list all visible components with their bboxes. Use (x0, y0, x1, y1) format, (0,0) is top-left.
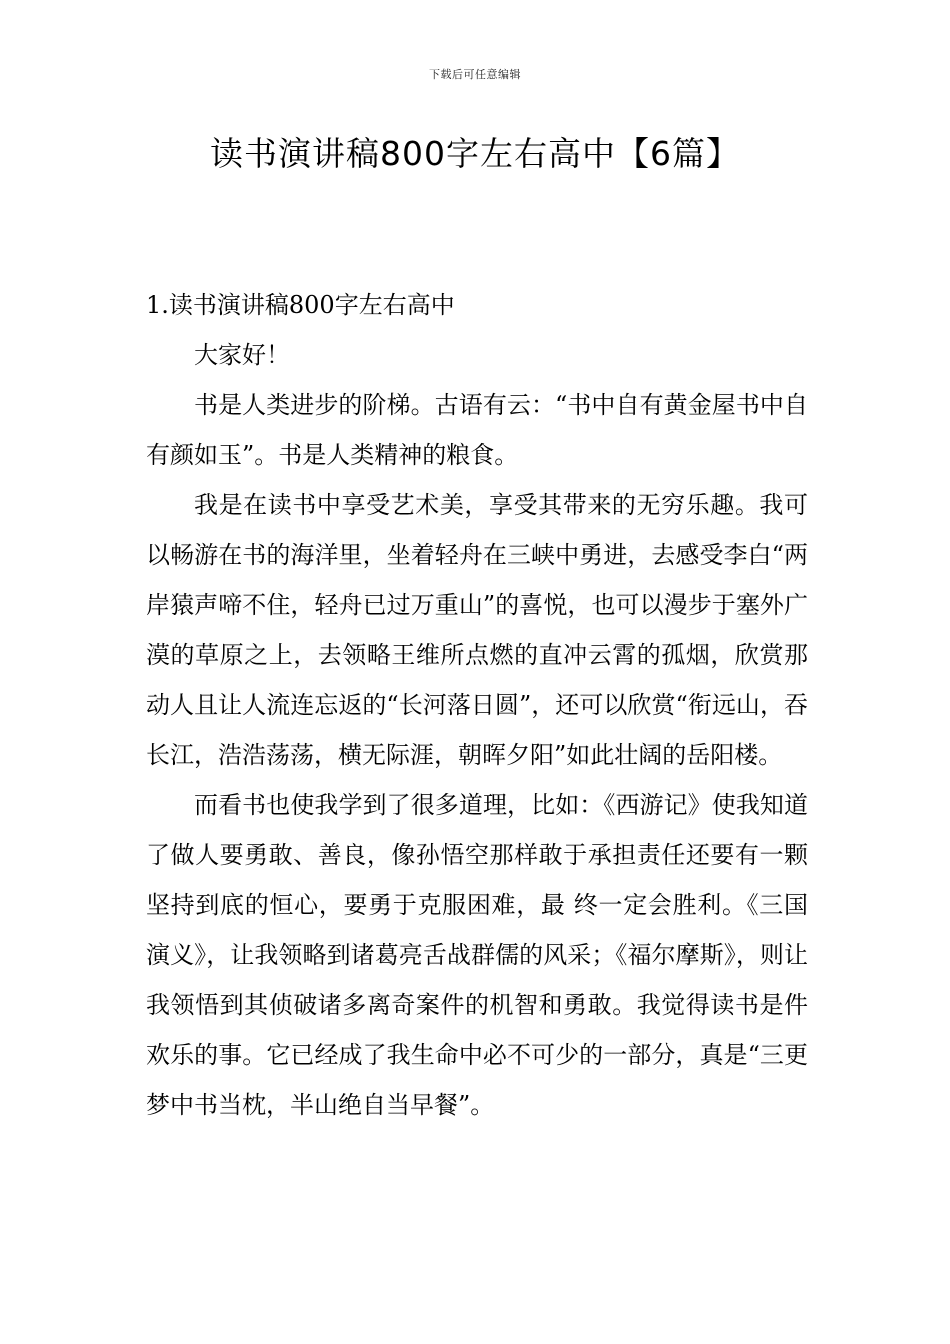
paragraph-greeting: 大家好！ (194, 341, 290, 369)
document-title: 读书演讲稿800字左右高中【6篇】 (210, 134, 740, 173)
paragraph-lessons: 而看书也使我学到了很多道理，比如：《西游记》使我知道了做人要勇敢、善良，像孙悟空那样敢于承担责任还要有一颗坚持到底的恒心，要勇于克服困难，最 终一定会胜利。《三国演义》，让我领略到诸葛亮舌战群儒的风采；《福尔摩斯》，则让我领悟到其侦破诸多离奇案件的机智和勇敢。我觉得读书是件欢乐的事。它已经成了我生命中必不可少的一部分，真是“三更梦中书当枕，半山绝自当早餐”。 (146, 791, 808, 1119)
document-body (146, 280, 808, 1130)
paragraph-art-beauty: 我是在读书中享受艺术美，享受其带来的无穷乐趣。我可以畅游在书的海洋里，坐着轻舟在三峡中勇进，去感受李白“两岸猿声啼不住，轻舟已过万重山”的喜悦，也可以漫步于塞外广漠的草原之上，去领略王维所点燃的直冲云霄的孤烟，欣赏那动人且让人流连忘返的“长河落日圆”，还可以欣赏“衔远山，吞长江，浩浩荡荡，横无际涯，朝晖夕阳”如此壮阔的岳阳楼。 (146, 491, 808, 769)
header-note: 下载后可任意编辑 (429, 68, 521, 81)
paragraph-books-ladder: 书是人类进步的阶梯。古语有云：“书中自有黄金屋书中自有颜如玉”。书是人类精神的粮食。 (146, 391, 808, 469)
section-heading: 1.读书演讲稿800字左右高中 (146, 291, 455, 319)
